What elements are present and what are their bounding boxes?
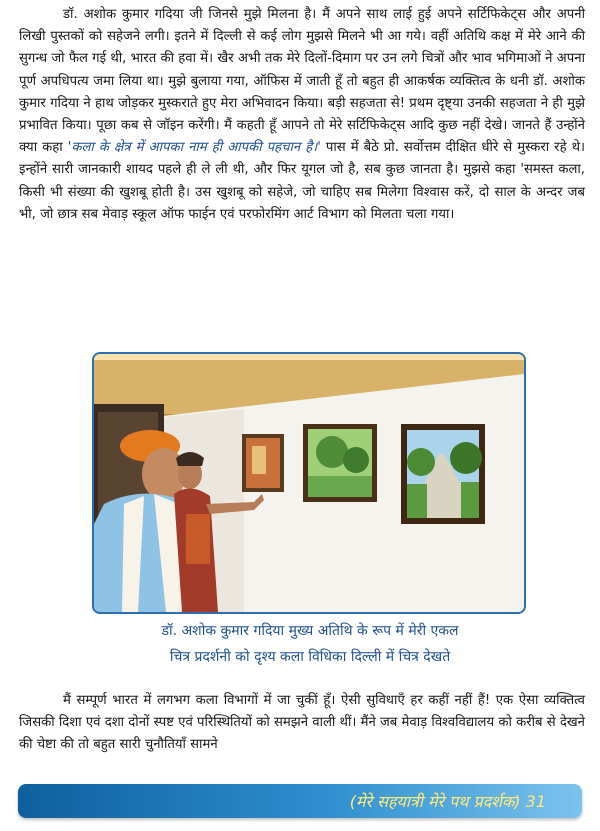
body-paragraph-2: मैं सम्पूर्ण भारत में लगभग कला विभागों में जा चुकीं हूँ। ऐसी सुविधाएँ हर कहीं नहीं हैं! एक ऐसा व्यक्तित्व जिसकी दिशा एवं दशा दोनों स्पष्ट एवं परिस्थितियों को समझने वाली थीं। मैंने जब मेवाड़ विश्वविद्यालय को करीब से देखने की चेष्टा की तो बहुत सारी चुनौतियाँ सामने bbox=[19, 693, 585, 753]
footer-book-title-page-number: (मेरे सहयात्री मेरे पथ प्रदर्शक) 31 bbox=[349, 792, 546, 811]
highlighted-quote: 'कला के क्षेत्र में आपका नाम ही आपकी पहचान है।' bbox=[67, 140, 321, 156]
photo-caption-line-2: चित्र प्रदर्शनी को दृश्य कला विधिका दिल्ली में चित्र देखते bbox=[169, 649, 451, 665]
page-footer-band bbox=[18, 784, 582, 818]
exhibition-photo bbox=[92, 352, 526, 614]
body-paragraph-1 bbox=[19, 4, 585, 226]
paragraph-1-continuation: पास में बैठे प्रो. सर्वोत्तम दीक्षित धीरे से मुस्करा रहे थे। इन्होंने सारी जानकारी शायद पहले ही ले ली थी, और फिर यूगल जो है, सब कुछ जानता है। मुझसे कहा 'समस्त कला, किसी भी संख्या की खुशबू होती है। उस खुशबू को सहेजे, जो चाहिए सब मिलेगा विश्वास करें, दो साल के अन्दर जब भी, जो छात्र सब मेवाड़ स्कूल ऑफ फाईन एवं परफोरमिंग आर्ट विभाग को मिलता चला गया। bbox=[19, 140, 586, 222]
exhibition-photo-illustration bbox=[94, 354, 524, 612]
photo-caption-line-1: डॉ. अशोक कुमार गदिया मुख्य अतिथि के रूप में मेरी एकल bbox=[161, 623, 459, 639]
paragraph-1-text: डॉ. अशोक कुमार गदिया जी जिनसे मुझे मिलना है। मैं अपने साथ लाई हुई अपने सर्टिफिकेट्स और अपनी लिखी पुस्तकों को सहेजने लगी। इतने में दिल्ली से कई लोग मुझसे मिलने भी आ गये। वहीं अतिथि कक्ष में मेरे आने की सुगन्ध जो फैल गई थी, भारत की हवा में। खैर अभी तक मेरे दिलों-दिमाग पर उन लगे चित्रों और भाव भगिमाओं ने अपना पूर्ण अपधिपत्य जमा लिया था। मुझे बुलाया गया, ऑफिस में जाती हूँ तो बहुत ही आकर्षक व्यक्तित्व के धनी डॉ. अशोक कुमार गदिया ने हाथ जोड़कर मुस्कराते हुए मेरा अभिवादन किया। बड़ी सहजता से! प्रथम दृष्ट्या उनकी सहजता ने ही मुझे प्रभावित किया। पूछा कब से जॉइन करेंगी। मैं कहती हूँ आपने तो मेरे सर्टिफिकेट्स आदि कुछ नहीं देखे। जानते हैं उन्होंने क्या कहा bbox=[19, 7, 585, 156]
